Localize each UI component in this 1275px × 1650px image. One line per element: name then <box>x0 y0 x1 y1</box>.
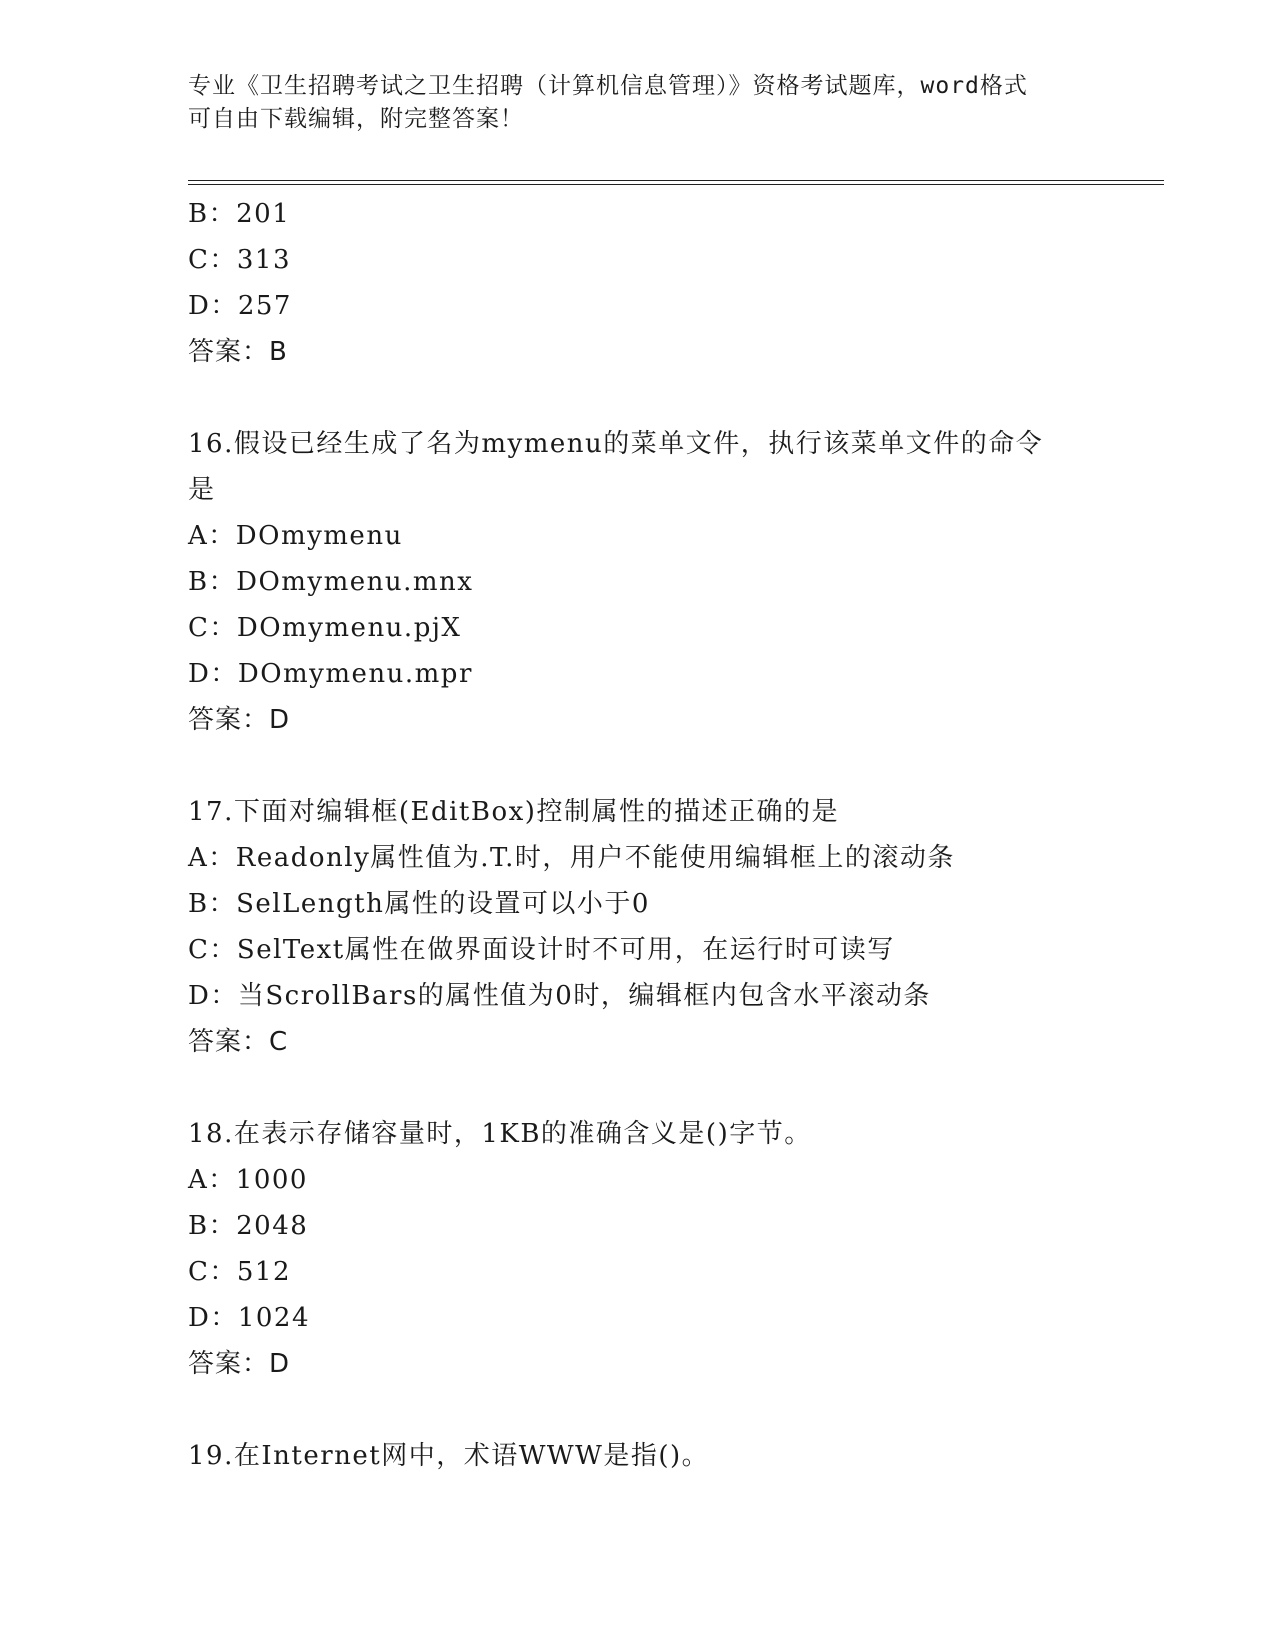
option-d: D：257 <box>188 291 292 321</box>
question-stem: 18.在表示存储容量时，1KB的准确含义是()字节。 <box>188 1119 812 1149</box>
option-c: C：313 <box>188 245 292 275</box>
option-d: D：当ScrollBars的属性值为0时，编辑框内包含水平滚动条 <box>188 981 931 1011</box>
option-b: B：DOmymenu.mnx <box>188 567 474 597</box>
question-stem: 19.在Internet网中，术语WWW是指()。 <box>188 1441 710 1471</box>
question-list <box>188 191 1118 1479</box>
option-d: D：DOmymenu.mpr <box>188 659 473 689</box>
header-double-rule <box>188 180 1164 185</box>
option-b: B：SelLength属性的设置可以小于0 <box>188 889 650 919</box>
spacer <box>188 1065 1118 1111</box>
question-stem: 17.下面对编辑框(EditBox)控制属性的描述正确的是 <box>188 797 839 827</box>
question-stem: 16.假设已经生成了名为mymenu的菜单文件，执行该菜单文件的命令 <box>188 429 1044 459</box>
document-header <box>188 70 1088 136</box>
header-line-1: 专业《卫生招聘考试之卫生招聘（计算机信息管理）》资格考试题库，word格式 <box>188 73 1028 99</box>
option-a: A：Readonly属性值为.T.时，用户不能使用编辑框上的滚动条 <box>188 843 955 873</box>
question-16 <box>188 421 1118 743</box>
option-c: C：SelText属性在做界面设计时不可用，在运行时可读写 <box>188 935 895 965</box>
option-a: A：1000 <box>188 1165 308 1195</box>
question-19 <box>188 1433 1118 1479</box>
option-d: D：1024 <box>188 1303 311 1333</box>
option-a: A：DOmymenu <box>188 521 403 551</box>
option-c: C：DOmymenu.pjX <box>188 613 462 643</box>
question-stem-continued: 是 <box>188 475 216 505</box>
question-18 <box>188 1111 1118 1387</box>
option-b: B：2048 <box>188 1211 309 1241</box>
spacer <box>188 375 1118 421</box>
option-c: C：512 <box>188 1257 292 1287</box>
answer-line: 答案：D <box>188 1349 291 1379</box>
spacer <box>188 743 1118 789</box>
option-b: B：201 <box>188 199 291 229</box>
question-15-continued <box>188 191 1118 375</box>
header-line-2: 可自由下载编辑，附完整答案！ <box>188 106 524 132</box>
spacer <box>188 1387 1118 1433</box>
answer-line: 答案：C <box>188 1027 289 1057</box>
question-17 <box>188 789 1118 1065</box>
answer-line: 答案：B <box>188 337 288 367</box>
answer-line: 答案：D <box>188 705 291 735</box>
